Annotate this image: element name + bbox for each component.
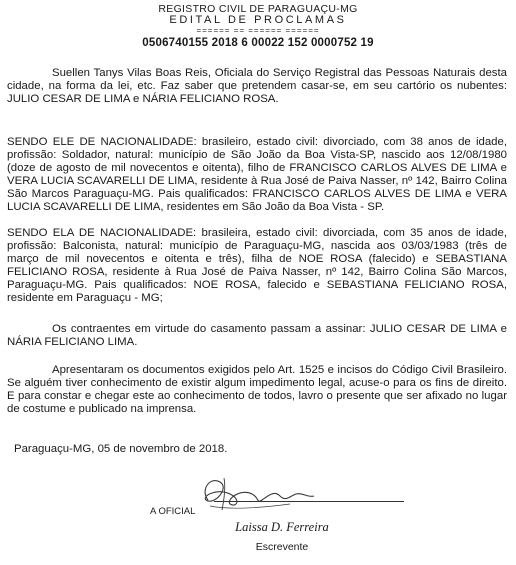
- registry-code: 0506740155 2018 6 00022 152 0000752 19: [142, 37, 374, 49]
- groom-paragraph: SENDO ELE DE NACIONALIDADE: brasileiro, estado civil: divorciado, com 38 anos de idade, profissão: Soldador, natural: município de São João da Boa Vista-SP, nascido aos 12/08/1980 (doze de agosto de mil novecentos e oitenta), filho de FRANCISCO CARLOS ALVES DE LIMA e VERA LUCIA SCAVARELLI DE LIMA, residente à Rua José de Paiva Nasser, nº 142, Bairro Colina São Marcos Paraguaçu-MG. Pais qualificados: FRANCISCO CARLOS ALVES DE LIMA e VERA LUCIA SCAVARELLI DE LIMA, residentes em São João da Boa Vista - SP.: [7, 136, 507, 213]
- names-paragraph: Os contraentes em virtude do casamento passam a assinar: JULIO CESAR DE LIMA e NÁRIA FELICIANO LIMA.: [7, 323, 507, 348]
- intro-paragraph: Suellen Tanys Vilas Boas Reis, Oficiala do Serviço Registral das Pessoas Naturais desta cidade, na forma da lei, etc. Faz saber que pretendem casar-se, em seu cartório os nubentes: JULIO CESAR DE LIMA e NÁRIA FELICIANO ROSA.: [7, 67, 507, 105]
- registry-name: REGISTRO CIVIL DE PARAGUAÇU-MG: [158, 3, 358, 15]
- signer-name: Laissa D. Ferreira: [235, 520, 329, 534]
- signature-block: [150, 470, 410, 560]
- signature-line: [214, 501, 404, 502]
- documents-paragraph: Apresentaram os documentos exigidos pelo Art. 1525 e incisos do Código Civil Brasileiro. Se alguém tiver conhecimento de existir algum impedimento legal, acuse-o para os fins de direito. E para constar e chegar este ao conhecimento de todos, lavro o presente que ser afixado no lugar de costume e publicado na imprensa.: [7, 364, 507, 415]
- title-ornament: ====== == ====== ======: [196, 26, 320, 35]
- bride-paragraph: SENDO ELA DE NACIONALIDADE: brasileira, estado civil: divorciada, com 35 anos de idade, profissão: Balconista, natural: município de Paraguaçu-MG, nascida aos 03/03/1983 (três de março de mil novecentos e oitenta e três), filha de NOE ROSA (falecido) e SEBASTIANA FELICIANO ROSA, residente à Rua José de Paiva Nasser, nº 142, Bairro Colina São Marcos, Paraguaçu-MG. Pais qualificados: NOE ROSA, falecido e SEBASTIANA FELICIANO ROSA, residente em Paraguaçu - MG;: [7, 227, 507, 304]
- signature-role: A OFICIAL: [150, 506, 196, 517]
- document-title: EDITAL DE PROCLAMAS: [169, 14, 347, 26]
- place-date: Paraguaçu-MG, 05 de novembro de 2018.: [14, 443, 228, 455]
- handwritten-signature: [190, 470, 340, 514]
- signer-title: Escrevente: [255, 541, 309, 553]
